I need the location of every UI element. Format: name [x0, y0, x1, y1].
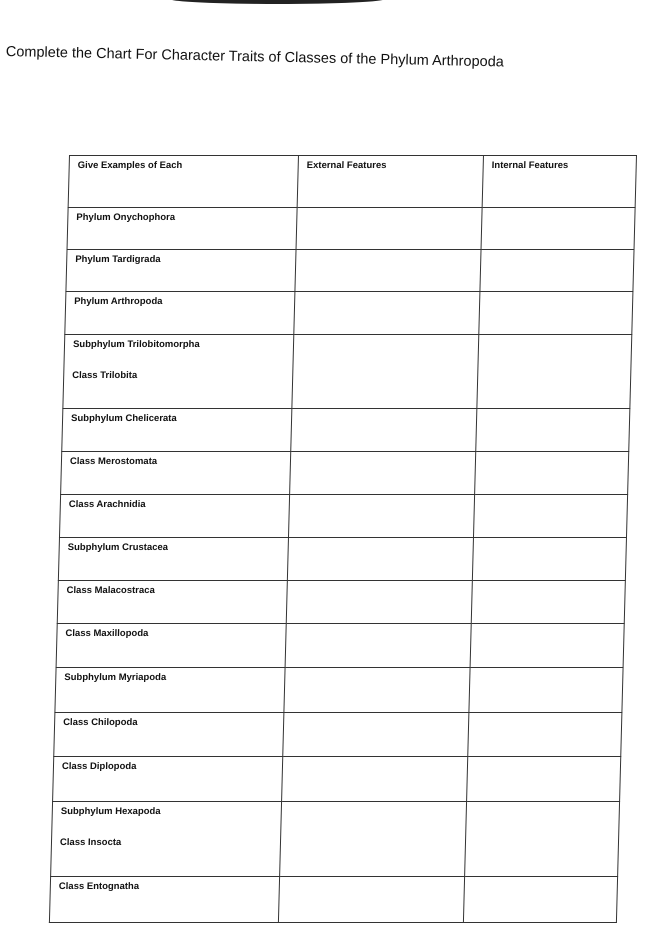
internal-features-cell[interactable]: [480, 250, 634, 292]
table-row: [57, 581, 625, 624]
table-row: [54, 713, 622, 757]
row-label: Subphylum Crustacea: [67, 542, 169, 553]
external-features-cell[interactable]: [282, 757, 468, 802]
table-row: [65, 292, 633, 335]
internal-features-cell[interactable]: [467, 757, 621, 802]
row-label: Class Diplopoda: [61, 761, 137, 772]
internal-features-cell[interactable]: [471, 581, 625, 624]
row-label-cell: [58, 538, 288, 581]
row-label-cell: [55, 668, 285, 713]
external-features-cell[interactable]: [288, 495, 474, 538]
external-features-cell[interactable]: [294, 292, 480, 335]
row-label: Subphylum Hexapoda: [60, 806, 161, 817]
row-label-cell: [56, 624, 286, 668]
page-title: Complete the Chart For Character Traits of Classes of the Phylum Arthropoda: [5, 44, 504, 71]
external-features-cell[interactable]: [287, 538, 473, 581]
external-features-cell[interactable]: [278, 877, 464, 923]
row-label-cell: [63, 335, 294, 409]
internal-features-cell[interactable]: [473, 495, 627, 538]
header-external: External Features: [297, 156, 483, 208]
row-label: Class Malacostraca: [66, 585, 155, 596]
traits-chart: [49, 155, 637, 923]
row-label: Class Chilopoda: [62, 717, 138, 728]
table-row: [59, 495, 627, 538]
external-features-cell[interactable]: [290, 452, 476, 495]
internal-features-cell[interactable]: [481, 208, 635, 250]
internal-features-cell[interactable]: [465, 802, 620, 877]
internal-features-cell[interactable]: [476, 409, 630, 452]
row-label: Phylum Arthropoda: [74, 296, 163, 307]
row-label-cell: [61, 452, 291, 495]
table-row: [53, 757, 621, 802]
row-label: Subphylum Chelicerata: [70, 413, 177, 424]
internal-features-cell[interactable]: [475, 452, 629, 495]
row-label-cell: [67, 208, 297, 250]
external-features-cell[interactable]: [291, 409, 477, 452]
internal-features-cell[interactable]: [477, 335, 632, 409]
row-label-cell: [54, 713, 284, 757]
external-features-cell[interactable]: [280, 802, 467, 877]
external-features-cell[interactable]: [296, 208, 482, 250]
external-features-cell[interactable]: [286, 581, 472, 624]
row-label: Class Entognatha: [58, 881, 140, 892]
internal-features-cell[interactable]: [469, 668, 623, 713]
row-label-cell: [51, 802, 282, 877]
table-row: [62, 409, 630, 452]
row-label: Class Arachnidia: [68, 499, 146, 510]
row-label-cell: [49, 877, 279, 923]
table-row: [49, 877, 617, 923]
row-label-cell: [66, 250, 296, 292]
row-label: Class Maxillopoda: [65, 628, 149, 639]
row-sublabel: Class Insocta: [59, 837, 122, 848]
table-row: [51, 802, 620, 877]
table-row: [58, 538, 626, 581]
row-label-cell: [53, 757, 283, 802]
table-row: [55, 668, 623, 713]
internal-features-cell[interactable]: [479, 292, 633, 335]
row-label: Subphylum Myriapoda: [64, 672, 167, 683]
table-row: [63, 335, 632, 409]
row-label: Phylum Onychophora: [76, 212, 176, 223]
row-label: Class Merostomata: [69, 456, 158, 467]
external-features-cell[interactable]: [283, 713, 469, 757]
row-label-cell: [59, 495, 289, 538]
row-label-cell: [57, 581, 287, 624]
internal-features-cell[interactable]: [470, 624, 624, 668]
table-row: [61, 452, 629, 495]
row-sublabel: Class Trilobita: [72, 370, 138, 381]
table-row: [67, 208, 635, 250]
external-features-cell[interactable]: [285, 624, 471, 668]
internal-features-cell[interactable]: [472, 538, 626, 581]
row-label: Subphylum Trilobitomorpha: [72, 339, 200, 350]
header-examples: Give Examples of Each: [68, 156, 298, 208]
internal-features-cell[interactable]: [468, 713, 622, 757]
internal-features-cell[interactable]: [463, 877, 617, 923]
external-features-cell[interactable]: [295, 250, 481, 292]
row-label: Phylum Tardigrada: [75, 254, 161, 265]
table-row: [66, 250, 634, 292]
row-label-cell: [65, 292, 295, 335]
row-label-cell: [62, 409, 292, 452]
scan-artifact: [170, 0, 385, 4]
table-row: [56, 624, 624, 668]
external-features-cell[interactable]: [292, 335, 479, 409]
header-internal: Internal Features: [482, 156, 636, 208]
external-features-cell[interactable]: [284, 668, 470, 713]
header-row: [68, 156, 636, 208]
